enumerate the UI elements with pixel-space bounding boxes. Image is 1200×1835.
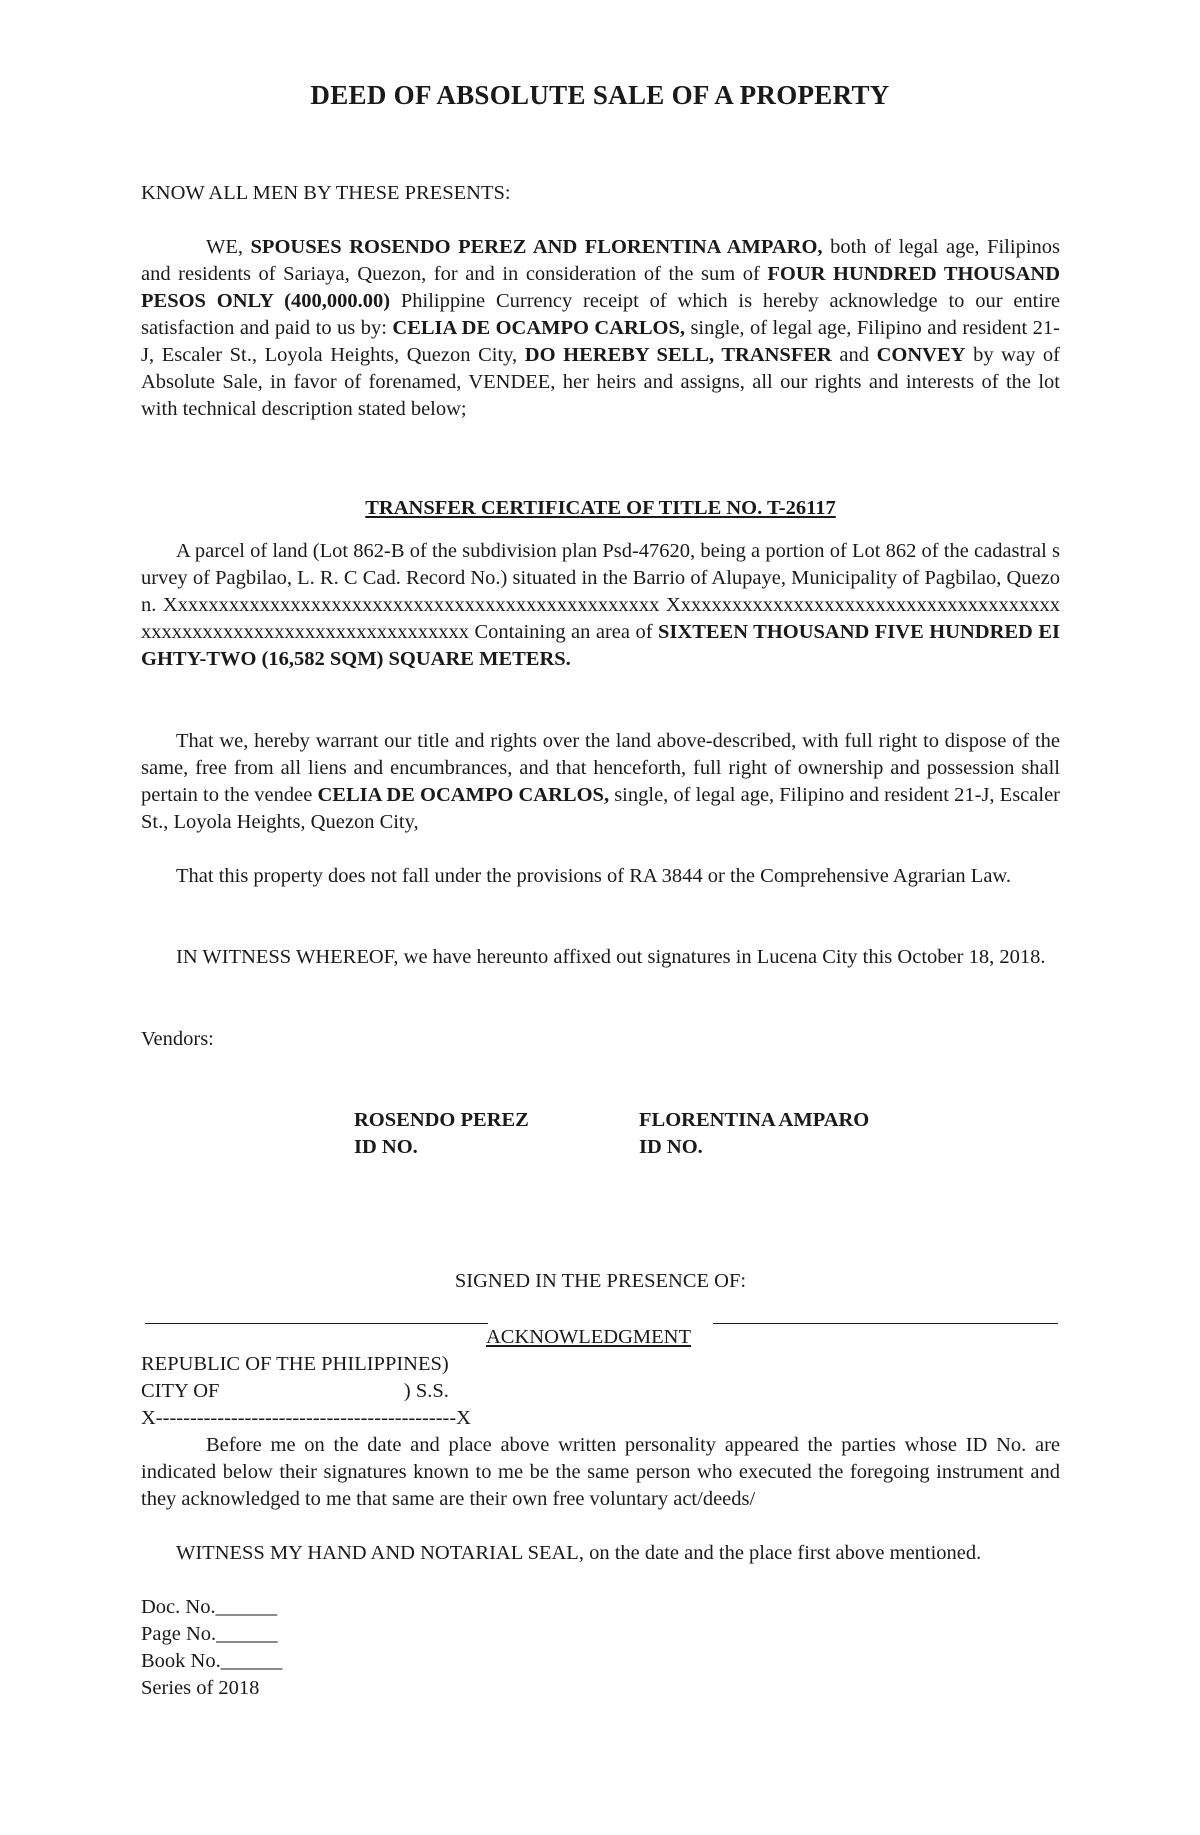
- vendor1-name: ROSENDO PEREZ: [354, 1109, 529, 1131]
- notarial-seal-paragraph: WITNESS MY HAND AND NOTARIAL SEAL, on the date and the place first above mentioned.: [176, 1542, 982, 1564]
- document-title: DEED OF ABSOLUTE SALE OF A PROPERTY: [310, 80, 890, 110]
- doc-no: Doc. No.______: [141, 1596, 278, 1618]
- paragraph-land-description: A parcel of land (Lot 862-B of the subdivision plan Psd-47620, being a portion of Lot 862 of the cadastral survey of Pagbilao, L. R. C Cad. Record No.) situated in the Barrio of Alupaye, Municipality of Pagbilao, Quezon. Xxxxxxxxxxxxxxxxxxxxxxxxxxxxxxxxxxxxxxxxxxxxxxxx Xxxxxxxxxxxxxxxxxxxxxxxxxxxxxxxxxxxxxxxxxxxxxxxxxxxxxxxxxxxxxxxxxxxxxx Containing an area of SIXTEEN THOUSAND FIVE HUNDRED EIGHTY-TWO (16,582 SQM) SQUARE METERS.: [141, 540, 1060, 670]
- salutation: KNOW ALL MEN BY THESE PRESENTS:: [141, 182, 511, 204]
- vendor2-id: ID NO.: [639, 1136, 703, 1158]
- paragraph-witness: IN WITNESS WHEREOF, we have hereunto affixed out signatures in Lucena City this October 18, 2018.: [176, 946, 1046, 968]
- acknowledgment-paragraph: Before me on the date and place above written personality appeared the parties whose ID No. are indicated below their signatures known to me be the same person who executed the foregoing instrument and they acknowledged to me that same are their own free voluntary act/deeds/: [141, 1434, 1060, 1510]
- city-line: CITY OF ) S.S.: [141, 1380, 449, 1402]
- paragraph-agrarian: That this property does not fall under the provisions of RA 3844 or the Comprehensive Agrarian Law.: [176, 865, 1012, 887]
- republic-line: REPUBLIC OF THE PHILIPPINES): [141, 1353, 449, 1375]
- vendor1-id: ID NO.: [354, 1136, 418, 1158]
- x-separator-line: X--------------------------------------------X: [141, 1407, 471, 1429]
- presence-label: SIGNED IN THE PRESENCE OF:: [454, 1270, 747, 1292]
- witness-signature-line-left: [145, 1323, 488, 1324]
- paragraph-warranty: That we, hereby warrant our title and rights over the land above-described, with full right to dispose of the same, free from all liens and encumbrances, and that henceforth, full right of ownership and possession shall pertain to the vendee CELIA DE OCAMPO CARLOS, single, of legal age, Filipino and resident 21-J, Escaler St., Loyola Heights, Quezon City,: [141, 730, 1060, 833]
- paragraph-parties: WE, SPOUSES ROSENDO PEREZ AND FLORENTINA AMPARO, both of legal age, Filipinos and residents of Sariaya, Quezon, for and in consideration of the sum of FOUR HUNDRED THOUSAND PESOS ONLY (400,000.00) Philippine Currency receipt of which is hereby acknowledge to our entire satisfaction and paid to us by: CELIA DE OCAMPO CARLOS, single, of legal age, Filipino and resident 21-J, Escaler St., Loyola Heights, Quezon City, DO HEREBY SELL, TRANSFER and CONVEY by way of Absolute Sale, in favor of forenamed, VENDEE, her heirs and assigns, all our rights and interests of the lot with technical description stated below;: [141, 236, 1061, 420]
- vendors-label: Vendors:: [141, 1028, 214, 1050]
- series-line: Series of 2018: [141, 1677, 260, 1699]
- acknowledgment-heading: ACKNOWLEDGMENT: [486, 1326, 691, 1348]
- book-no: Book No.______: [141, 1650, 283, 1672]
- tct-heading: TRANSFER CERTIFICATE OF TITLE NO. T-26117: [365, 497, 836, 519]
- page-no: Page No.______: [141, 1623, 278, 1645]
- witness-signature-line-right: [713, 1323, 1058, 1324]
- vendor2-name: FLORENTINA AMPARO: [639, 1109, 870, 1131]
